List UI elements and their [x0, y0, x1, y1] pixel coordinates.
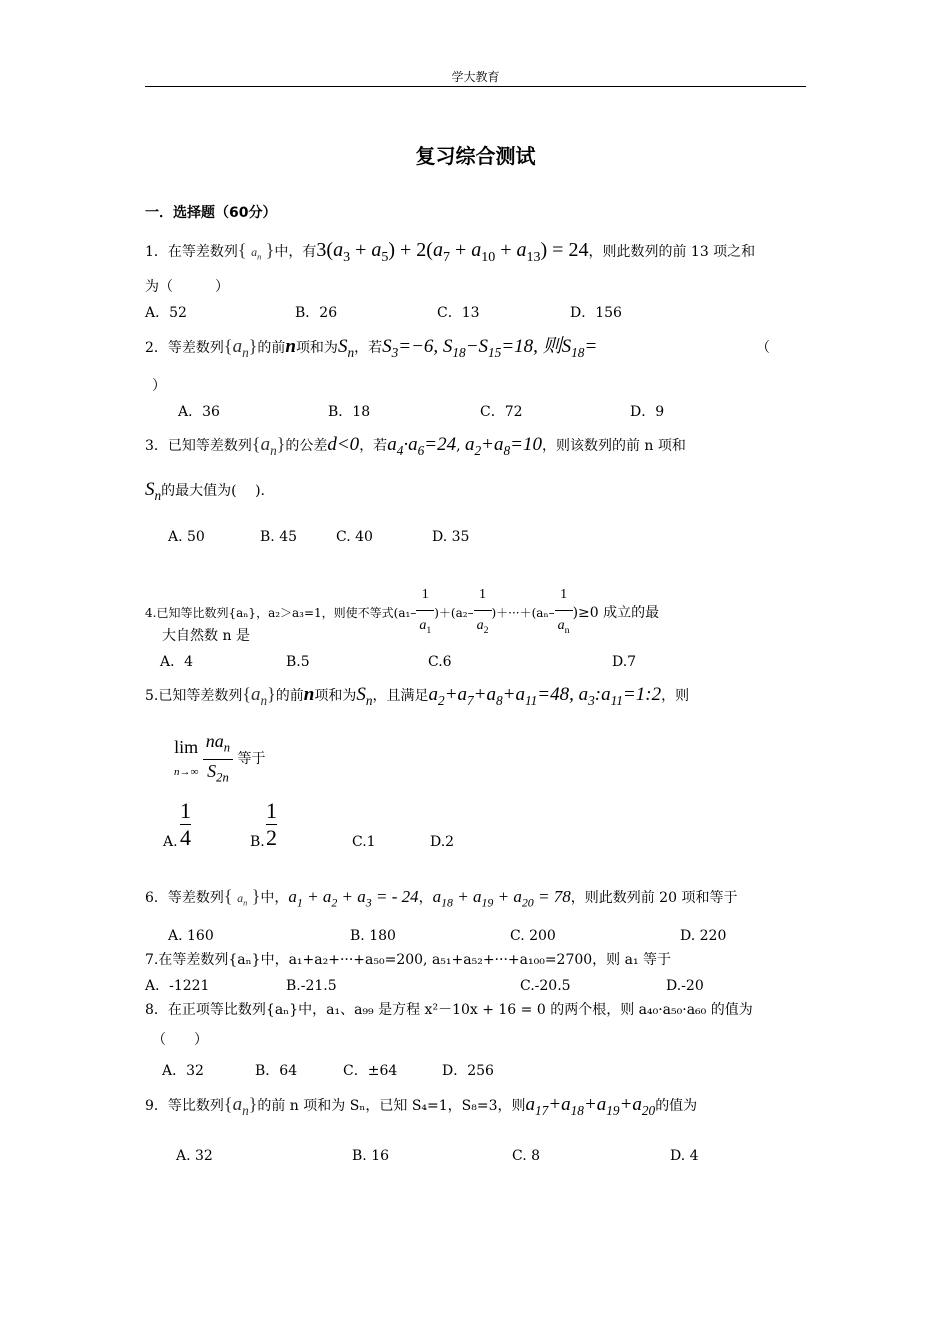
- question-8-cont: （ ）: [152, 1032, 208, 1048]
- q9-option-c: C. 8: [512, 1148, 541, 1164]
- q4-option-a: A．4: [160, 654, 194, 670]
- formula-q6-first: $a_1 + a_2 + a_3$ = - 24: [288, 887, 419, 910]
- formula-limit: lim n→∞ $\frac{na_n}{S_{2n}}$ 等于: [174, 730, 266, 788]
- fraction-1-over-a2: $\frac{1}{a_2}$: [474, 580, 492, 646]
- q1-option-a: A．52: [145, 305, 187, 321]
- header-rule: [145, 86, 806, 87]
- formula-seq-a: $\{a_n\}$: [223, 336, 258, 360]
- q2-option-d: D．9: [630, 404, 665, 420]
- q2-option-a: A．36: [178, 404, 220, 420]
- formula-q9-sum: $a_{17}+a_{18}+a_{19}+a_{20}$: [525, 1094, 656, 1118]
- fraction-1-over-a1: $\frac{1}{a_1}$: [416, 580, 434, 646]
- q5-option-a: A.: [163, 834, 178, 850]
- fraction-1-over-an: $\frac{1}{a_n}$: [555, 580, 573, 646]
- q8-option-c: C．±64: [343, 1063, 398, 1079]
- page-title: 复习综合测试: [415, 144, 536, 168]
- q7-option-d: D.-20: [666, 978, 704, 994]
- q2-paren-close: ）: [152, 378, 166, 394]
- fraction-one-quarter: 1 4: [180, 798, 191, 850]
- q1-option-d: D．156: [570, 305, 622, 321]
- q2-option-c: C．72: [480, 404, 523, 420]
- formula-q5-condition: $a_2+a_7+a_8+a_{11}=48$, $a_3:a_{11}=1:2$: [428, 684, 662, 708]
- page-header: 学大教育: [451, 70, 500, 84]
- q4-option-b: B.5: [286, 654, 310, 670]
- q5-option-b: B.: [250, 834, 265, 850]
- q8-option-b: B．64: [255, 1063, 298, 1079]
- question-1-cont: 为（ ）: [145, 279, 229, 295]
- q1-option-c: C．13: [437, 305, 480, 321]
- q3-option-c: C. 40: [336, 529, 373, 545]
- q6-option-d: D. 220: [680, 928, 727, 944]
- q7-option-a: A．-1221: [145, 978, 210, 994]
- q9-option-d: D. 4: [670, 1148, 699, 1164]
- q3-option-d: D. 35: [432, 529, 470, 545]
- formula-q2-condition: $S_3=-6$, $S_{18}-S_{15}=18$, 则$S_{18}=$: [382, 336, 598, 360]
- question-9: 9．等比数列$\{a_n\}$的前 n 项和为 Sₙ，已知 S₄=1，S₈=3，则$a_{17}+a_{18}+a_{19}+a_{20}$的值为: [145, 1094, 698, 1118]
- fraction-one-half: 1 2: [266, 798, 277, 850]
- q5-option-d: D.2: [430, 834, 455, 850]
- question-1: 1．在等差数列{ $a_n$ }中，有$3(a_3 + a_5) + 2(a_7 + a_{10} + a_{13}) = 24$，则此数列的前 13 项之和: [145, 239, 756, 265]
- formula-q6-second: $a_{18} + a_{19} + a_{20} = 78$: [432, 887, 571, 910]
- q6-option-b: B. 180: [350, 928, 396, 944]
- q1-option-b: B．26: [295, 305, 338, 321]
- q5-option-c: C.1: [352, 834, 376, 850]
- q4-option-c: C.6: [428, 654, 452, 670]
- q7-option-b: B.-21.5: [286, 978, 337, 994]
- q6-option-c: C. 200: [510, 928, 556, 944]
- question-2: 2．等差数列$\{a_n\}$的前n项和为$S_n$，若$S_3=-6$, $S_{18}-S_{15}=18$, 则$S_{18}=$: [145, 336, 598, 360]
- q3-option-b: B. 45: [260, 529, 298, 545]
- question-4: 4.已知等比数列{aₙ}，a₂＞a₃=1，则使不等式(a₁– $\frac{1}{a_1}$ )＋(a₂– $\frac{1}{a_2}$ )＋···＋(aₙ– $\frac{1}{a_n}$ )≥0 成立的最: [145, 580, 659, 646]
- question-6: 6．等差数列{ $a_n$ }中，$a_1 + a_2 + a_3$ = - 24，$a_{18} + a_{19} + a_{20} = 78$，则此数列前 20 项和等于: [145, 886, 738, 910]
- q2-paren-open: （: [756, 340, 770, 356]
- q7-option-c: C.-20.5: [520, 978, 571, 994]
- formula-seq-a: { $a_n$ }: [237, 240, 275, 262]
- question-3: 3．已知等差数列$\{a_n\}$的公差d<0，若$a_4\cdot a_6=24$, $a_2+a_8=10$，则该数列的前 n 项和: [145, 434, 686, 458]
- q8-option-a: A．32: [162, 1063, 204, 1079]
- formula-q3-condition: $a_4\cdot a_6=24$: [387, 434, 457, 458]
- q2-option-b: B．18: [328, 404, 371, 420]
- q6-option-a: A. 160: [168, 928, 214, 944]
- question-7: 7.在等差数列{aₙ}中，a₁+a₂+···+a₅₀=200, a₅₁+a₅₂+···+a₁₀₀=2700，则 a₁ 等于: [145, 952, 672, 968]
- question-8: 8．在正项等比数列{aₙ}中，a₁、a₉₉ 是方程 x²－10x + 16 = 0 的两个根，则 a₄₀·a₅₀·a₆₀ 的值为: [145, 1002, 753, 1018]
- q3-option-a: A. 50: [168, 529, 205, 545]
- q9-option-b: B. 16: [352, 1148, 390, 1164]
- q8-option-d: D．256: [442, 1063, 494, 1079]
- q9-option-a: A. 32: [176, 1148, 213, 1164]
- question-5: 5.已知等差数列$\{a_n\}$的前n项和为$S_n$，且满足$a_2+a_7+a_8+a_{11}=48$, $a_3:a_{11}=1:2$，则: [145, 684, 690, 708]
- question-3-cont: $S_n$的最大值为( ).: [145, 479, 265, 503]
- section-heading: 一．选择题（60分）: [145, 205, 277, 221]
- formula-q1-condition: $3(a_3 + a_5) + 2(a_7 + a_{10} + a_{13}) = 24$: [316, 239, 589, 265]
- q4-option-d: D.7: [612, 654, 637, 670]
- question-4-cont: 大自然数 n 是: [162, 628, 250, 644]
